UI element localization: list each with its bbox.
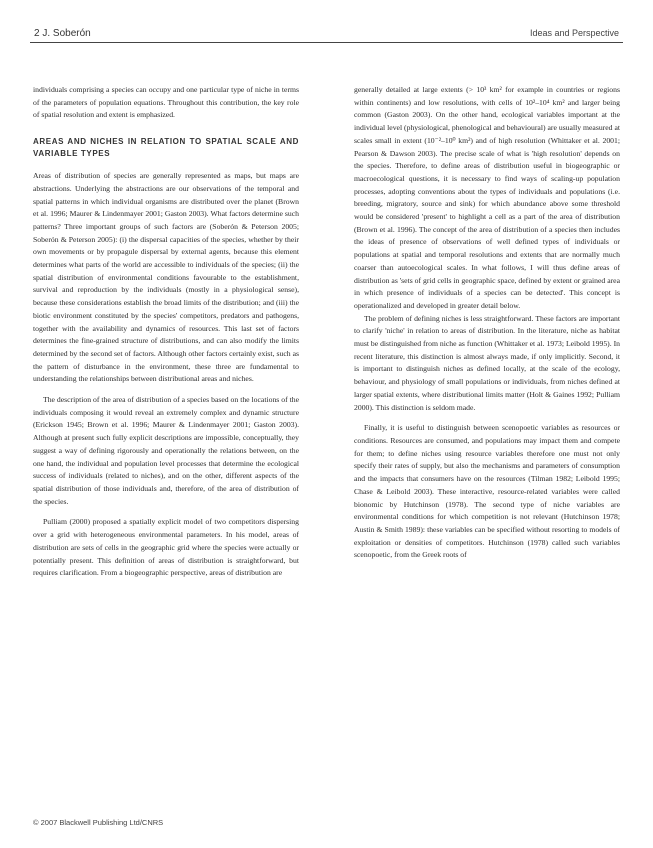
body-paragraph: The description of the area of distribution of a species based on the locations of the individuals composing it would reveal an extremely complex and dynamic structure (Erickson 1945; Brown et al. 1996; Maurer & Lindenmayer 2001; Gaston 2003). Although at present such fully explicit descriptions are impossible, conceptually, they suggest a way of defining rigorously and operationally the relations between, on the one hand, the individual and population level processes that determine the ecological success of individuals (related to niches), and on the other, different aspects of the spatial distribution of those individuals and, therefore, of the area of distribution of the species.	[33, 395, 299, 506]
section-heading: AREAS AND NICHES IN RELATION TO SPATIAL SCALE AND VARIABLE TYPES	[33, 137, 299, 159]
intro-paragraph: individuals comprising a species can occupy and one particular type of niche in terms of the parameters of population equations. Throughout this contribution, the key role of spatial resolution and extent is emphasized.	[33, 85, 299, 120]
body-paragraph: Areas of distribution of species are generally represented as maps, but maps are abstractions. Underlying the abstractions are our observations of the temporal and spatial patterns in which individual organisms are distributed over the planet (Brown et al. 1996; Maurer & Lindenmayer 2001; Gaston 2003). What factors determine such patterns? Three important groups of such factors are (Soberón & Peterson 2005; Soberón & Peterson 2005): (i) the dispersal capacities of the species, whether by their own movements or by propagule dispersal by external agents, because this element determines what parts of the world are accessible to individuals of the species; (ii) the spatial distribution of environmental conditions favourable to the establishment, survival and reproduction by the individuals (mostly in a physiological sense), because these considerations establish the broad limits of the distribution; and (iii) the biotic environment constituted by the species' competitors, predators and pathogens, together with the availability and dynamics of resources. This last set of factors determines the fine-grained structure of distributions, and can also modify the limits determined by the second set of factors. Although other factors certainly exist, such as the pattern of disturbance in the environment, these three are fundamental to understanding the relationships between distributional areas and niches.	[33, 171, 299, 384]
body-paragraph: The problem of defining niches is less straightforward. These factors are important to clarify 'niche' in relation to areas of distribution. In the literature, niche as habitat must be distinguished from niche as function (Whittaker et al. 1973; Leibold 1995). In recent literature, this distinction is almost always made, if only implicitly. Second, it is important to distinguish niches as defined locally, at the scale of the ecology, behaviour, and physiology of small populations or individuals, from niches defined at larger spatial extents, where distributional limits matter (Holt & Gaines 1992; Pulliam 2000). This distinction is seldom made.	[354, 313, 620, 412]
running-title: Ideas and Perspective	[529, 28, 619, 38]
body-paragraph: Pulliam (2000) proposed a spatially explicit model of two competitors dispersing over a grid with heterogeneous environmental parameters. In his model, areas of distribution are sets of cells in the geographic grid where the species were actually or potentially present. This definition of areas of distribution is straightforward, but requires clarification. From a biogeographic perspective, areas of distribution are	[33, 517, 299, 578]
right-column	[354, 84, 620, 562]
left-column	[33, 84, 299, 580]
header-rule	[30, 42, 623, 43]
running-header	[30, 28, 623, 42]
running-author: 2 J. Soberón	[34, 28, 91, 39]
body-paragraph: Finally, it is useful to distinguish between scenopoetic variables as resources or conditions. Resources are consumed, and populations may impact them and compete for them; to define niches using resource variables therefore one must not only specify their rates of supply, but also the mechanisms and parameters of consumption and the impacts that consumers have on the resources (Tilman 1982; Leibold 1995; Chase & Leibold 2003). These interactive, resource-related variables were called bionomic by Hutchinson (1978). The second type of niche variables are environmental conditions for which competition is not relevant (Hutchinson 1978; Austin & Smith 1989): these variables can be specified without resorting to models of exploitation or densities of competitors. Hutchinson (1978) called such variables scenopoetic, from the Greek roots of	[354, 423, 620, 560]
copyright-footer: © 2007 Blackwell Publishing Ltd/CNRS	[33, 818, 164, 827]
body-paragraph: generally detailed at large extents (> 10³ km² for example in countries or regions within continents) and low resolutions, with cells of 10²–10⁴ km² and larger being common (Gaston 2003). On the other hand, ecological variables important at the individual level (physiological, phenological and behavioural) are usually measured at scales small in extent (10⁻²–10⁰ km²) and of high resolution (Whittaker et al. 2001; Pearson & Dawson 2003). The precise scale of what is 'high resolution' depends on the species. Therefore, to define areas of distribution useful in biogeographic or macroecological questions, it is necessary to find ways of scaling-up population processes, adopting conventions about the types of individuals and populations (i.e. breeding, migratory, source and sink) for which abundance above some threshold would be considered 'present' to highlight a cell as a part of the area of distribution (Brown et al. 1996). The concept of the area of distribution of a species then includes the ideas of presence of observations of well defined types of individuals or populations at spatial and temporal resolutions and extents that are normally much coarser than autoecological scales. In what follows, I will thus define areas of distribution as 'sets of grid cells in geographic space, defined by extent or grained area in which presence of individuals of a species can be detected'. This concept is operationalized and developed in greater detail below.	[354, 85, 620, 310]
